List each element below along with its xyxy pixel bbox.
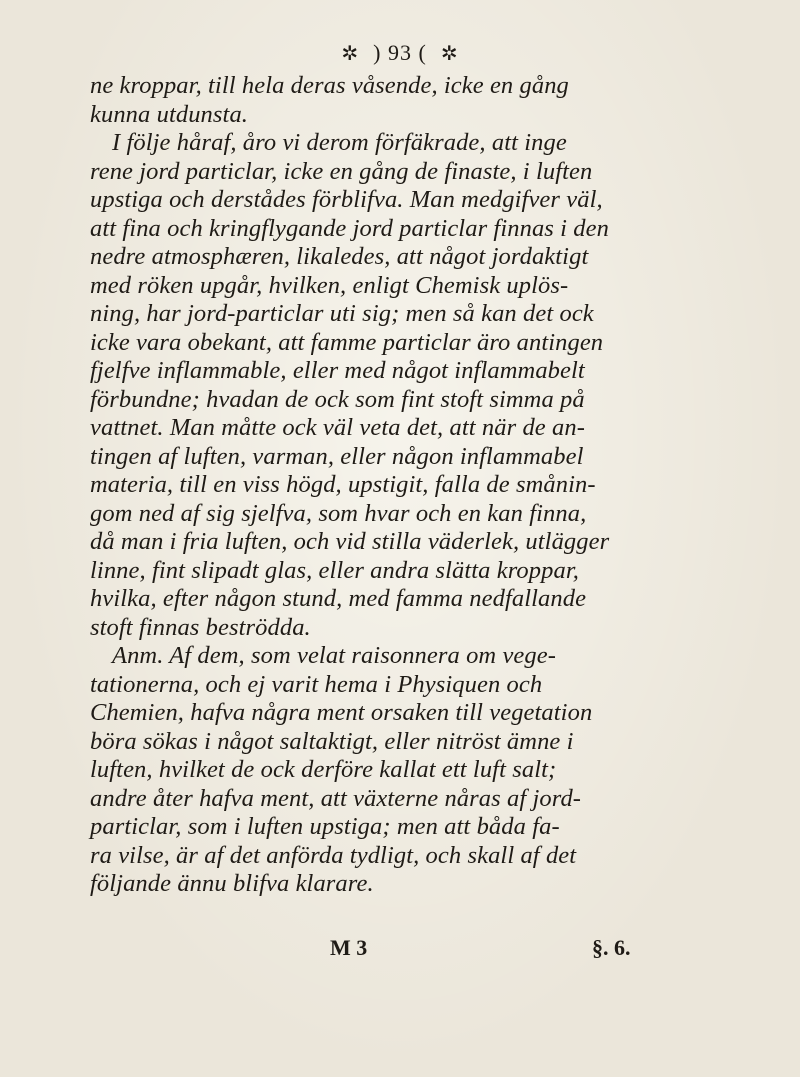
text-line: då man i fria luften, och vid stilla väderlek, utlägger xyxy=(90,528,610,555)
catchword: §. 6. xyxy=(592,935,631,960)
text-line: gom ned af sig sjelfva, som hvar och en kan finna, xyxy=(90,499,587,527)
note-line: ra vilse, är af det anförda tydligt, och skall af det xyxy=(90,841,577,869)
note-line: följande ännu blifva klarare. xyxy=(90,870,374,897)
note-line: Anm. Af dem, som velat raisonnera om vege- xyxy=(112,642,556,669)
text-line: vattnet. Man måtte ock väl veta det, att när de an- xyxy=(90,414,585,441)
body-text xyxy=(90,72,718,899)
text-line: materia, till en viss högd, upstigit, falla de smånin- xyxy=(90,471,596,498)
text-line: förbundne; hvadan de ock som fint stoft simma på xyxy=(90,385,585,413)
text-line: icke vara obekant, att famme particlar äro antingen xyxy=(90,328,604,356)
note-line: particlar, som i luften upstiga; men att båda fa- xyxy=(90,813,560,840)
text-line: nedre atmosphæren, likaledes, att något jordaktigt xyxy=(90,243,589,270)
signature-mark: M 3 xyxy=(330,935,368,960)
text-line: ning, har jord-particlar uti sig; men så kan det ock xyxy=(90,300,594,327)
text-line: rene jord particlar, icke en gång de finaste, i luften xyxy=(90,157,593,185)
star-ornament-left-icon: ✲ xyxy=(341,43,360,65)
text-line: I följe håraf, åro vi derom förfäkrade, att inge xyxy=(112,129,567,156)
page-number: ) 93 ( xyxy=(373,40,427,65)
text-line: stoft finnas beströdda. xyxy=(90,613,311,641)
star-ornament-right-icon: ✲ xyxy=(440,43,459,65)
text-line: ne kroppar, till hela deras våsende, icke en gång xyxy=(90,72,569,99)
note-line: Chemien, hafva några ment orsaken till vegetation xyxy=(90,699,593,726)
text-line: upstiga och derstådes förblifva. Man medgifver väl, xyxy=(90,186,603,213)
text-line: tingen af luften, varman, eller någon inflammabel xyxy=(90,442,584,470)
text-line: att fina och kringflygande jord particlar finnas i den xyxy=(90,214,609,242)
text-line: kunna utdunsta. xyxy=(90,100,249,128)
text-line: linne, fint slipadt glas, eller andra slätta kroppar, xyxy=(90,556,579,584)
text-line: hvilka, efter någon stund, med famma nedfallande xyxy=(90,585,587,612)
note-line: andre åter hafva ment, att växterne nåras af jord- xyxy=(90,784,582,812)
text-line: med röken upgår, hvilken, enligt Chemisk uplös- xyxy=(90,271,569,299)
page-header xyxy=(0,40,800,66)
note-line: böra sökas i något saltaktigt, eller nitröst ämne i xyxy=(90,727,574,755)
note-line: luften, hvilket de ock derföre kallat ett luft salt; xyxy=(90,756,557,783)
note-line: tationerna, och ej varit hema i Physiquen och xyxy=(90,670,543,698)
text-line: fjelfve inflammable, eller med något inflammabelt xyxy=(90,357,585,384)
